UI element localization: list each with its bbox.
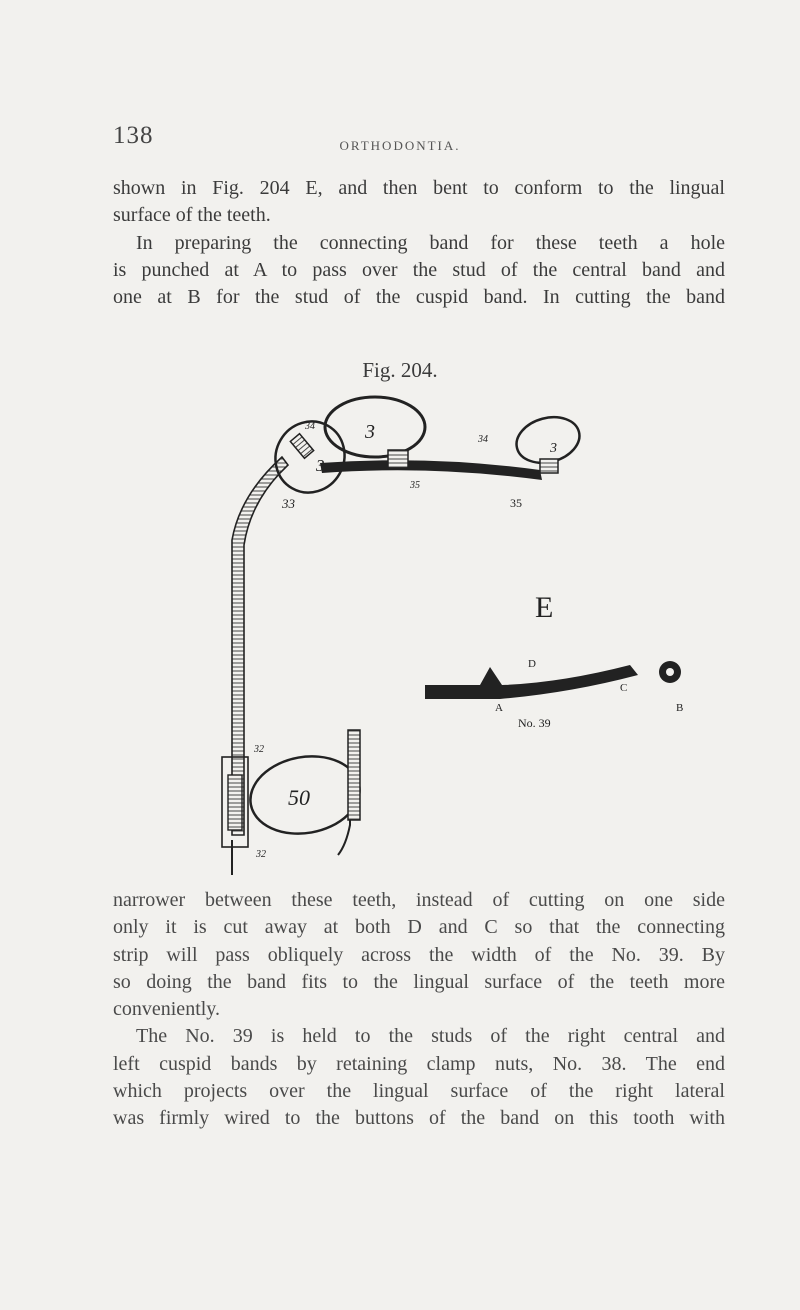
figure-caption: Fig. 204.: [362, 358, 438, 382]
text-line: is punched at A to pass over the stud of the central band and: [113, 258, 725, 281]
running-head: ORTHODONTIA.: [339, 138, 461, 153]
text-line: surface of the teeth.: [113, 204, 271, 227]
label-32: 32: [254, 744, 264, 755]
label-34-a: 34: [305, 421, 315, 432]
label-3-left: 3: [316, 456, 325, 475]
label-50: 50: [288, 785, 310, 810]
label-3-top: 3: [365, 421, 375, 443]
label-no39: No. 39: [518, 716, 551, 730]
strip-no39: [425, 665, 638, 699]
text-line: conveniently.: [113, 998, 221, 1021]
figure-204: [210, 385, 710, 885]
text-line: shown in Fig. 204 E, and then bent to conform to the lingual: [113, 177, 725, 199]
tooth-central: [325, 397, 425, 457]
text-line: In preparing the connecting band for these teeth a hole: [136, 231, 725, 254]
label-34-b: 34: [478, 434, 488, 445]
label-e: E: [535, 591, 554, 624]
text-line: strip will pass obliquely across the width of the No. 39. By: [113, 943, 725, 966]
connecting-band-top: [320, 460, 542, 480]
text-line: which projects over the lingual surface of the right lateral: [113, 1080, 725, 1103]
label-3-right: 3: [550, 441, 557, 456]
label-b: B: [676, 702, 684, 714]
paragraph-top: [113, 175, 725, 311]
label-d: D: [528, 658, 536, 670]
paragraph-bottom: [113, 887, 725, 1133]
text-line: narrower between these teeth, instead of cutting on one side: [113, 889, 725, 911]
label-c: C: [620, 682, 628, 694]
text-line: left cuspid bands by retaining clamp nuts, No. 38. The end: [113, 1052, 725, 1075]
figure-illustration: [210, 385, 710, 885]
label-33: 33: [282, 496, 295, 511]
text-line: one at B for the stud of the cuspid band. In cutting the band: [113, 286, 725, 309]
label-35-b: 35: [510, 496, 522, 510]
label-32-b: 32: [256, 849, 266, 860]
text-line: only it is cut away at both D and C so that the connecting: [113, 916, 725, 939]
text-line: was firmly wired to the buttons of the band on this tooth with: [113, 1107, 725, 1130]
text-line: The No. 39 is held to the studs of the right central and: [136, 1025, 725, 1048]
text-line: so doing the band fits to the lingual surface of the teeth more: [113, 970, 725, 993]
page-number: 138: [113, 122, 154, 149]
label-35-a: 35: [410, 480, 420, 491]
vertical-bar-right: [348, 730, 360, 820]
label-a: A: [495, 702, 503, 714]
